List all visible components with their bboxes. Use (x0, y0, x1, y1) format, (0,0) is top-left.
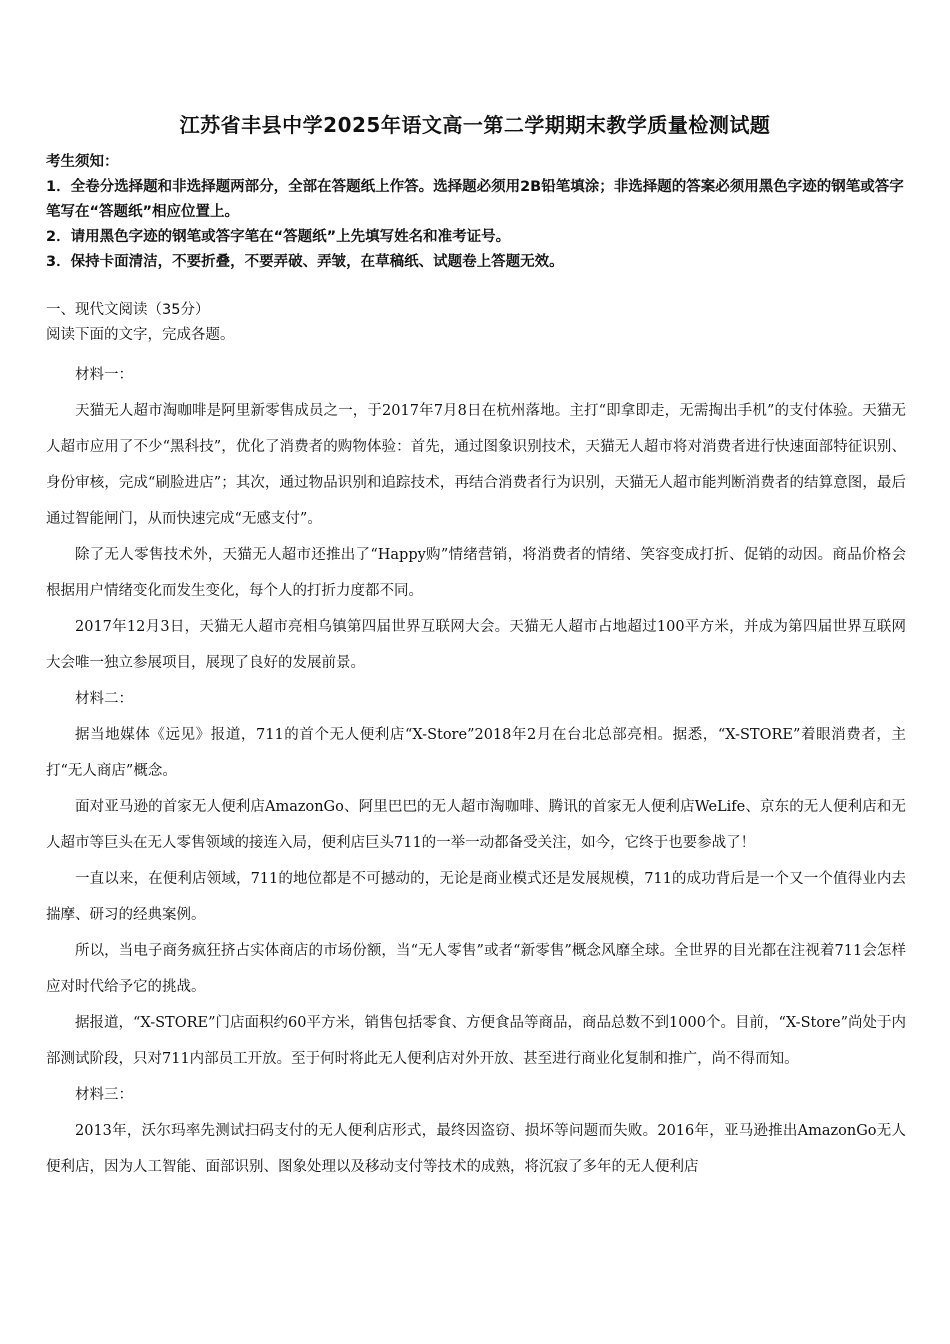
notice-item: 3．保持卡面清洁，不要折叠，不要弄破、弄皱，在草稿纸、试题卷上答题无效。 (46, 254, 564, 270)
notice-heading: 考生须知： (46, 154, 119, 170)
paragraph: 天猫无人超市淘咖啡是阿里新零售成员之一，于2017年7月8日在杭州落地。主打“即拿即走，无需掏出手机”的支付体验。天猫无人超市应用了不少“黑科技”，优化了消费者的购物体验：首先，通过图象识别技术，天猫无人超市将对消费者进行快速面部特征识别、身份审核，完成“刷脸进店”；其次，通过物品识别和追踪技术，再结合消费者行为识别，天猫无人超市能判断消费者的结算意图，最后通过智能闸门，从而快速完成“无感支付”。 (46, 403, 906, 527)
paragraph: 除了无人零售技术外，天猫无人超市还推出了“Happy购”情绪营销，将消费者的情绪、笑容变成打折、促销的动因。商品价格会根据用户情绪变化而发生变化，每个人的打折力度都不同。 (46, 547, 906, 599)
section-header (46, 298, 906, 348)
material-label: 材料三： (75, 1087, 133, 1103)
page-title: 江苏省丰县中学2025年语文高一第二学期期末教学质量检测试题 (179, 113, 771, 137)
paragraph: 2017年12月3日，天猫无人超市亮相乌镇第四届世界互联网大会。天猫无人超市占地超过100平方米，并成为第四届世界互联网大会唯一独立参展项目，展现了良好的发展前景。 (46, 619, 906, 671)
paragraph: 面对亚马逊的首家无人便利店AmazonGo、阿里巴巴的无人超市淘咖啡、腾讯的首家无人便利店WeLife、京东的无人便利店和无人超市等巨头在无人零售领域的接连入局，便利店巨头711的一举一动都备受关注，如今，它终于也要参战了！ (46, 799, 906, 851)
exam-notice (46, 150, 906, 275)
section-heading: 一、现代文阅读（35分） (46, 302, 210, 318)
paragraph: 据报道，“X-STORE”门店面积约60平方米，销售包括零食、方便食品等商品，商品总数不到1000个。目前，“X-Store”尚处于内部测试阶段，只对711内部员工开放。至于何时将此无人便利店对外开放、甚至进行商业化复制和推广，尚不得而知。 (46, 1015, 906, 1067)
material-label: 材料二： (75, 691, 133, 707)
paragraph: 一直以来，在便利店领域，711的地位都是不可撼动的，无论是商业模式还是发展规模，711的成功背后是一个又一个值得业内去揣摩、研习的经典案例。 (46, 871, 906, 923)
notice-item: 2．请用黑色字迹的钢笔或答字笔在“答题纸”上先填写姓名和准考证号。 (46, 229, 511, 245)
paragraph: 所以，当电子商务疯狂挤占实体商店的市场份额，当“无人零售”或者“新零售”概念风靡全球。全世界的目光都在注视着711会怎样应对时代给予它的挑战。 (46, 943, 906, 995)
paragraph: 据当地媒体《远见》报道，711的首个无人便利店“X-Store”2018年2月在台北总部亮相。据悉，“X-STORE”着眼消费者，主打“无人商店”概念。 (46, 727, 906, 779)
paragraph: 2013年，沃尔玛率先测试扫码支付的无人便利店形式，最终因盗窃、损坏等问题而失败。2016年，亚马逊推出AmazonGo无人便利店，因为人工智能、面部识别、图象处理以及移动支付等技术的成熟，将沉寂了多年的无人便利店 (46, 1123, 906, 1175)
section-instruction: 阅读下面的文字，完成各题。 (46, 327, 235, 343)
material-label: 材料一： (75, 367, 133, 383)
notice-item: 1．全卷分选择题和非选择题两部分，全部在答题纸上作答。选择题必须用2B铅笔填涂；非选择题的答案必须用黑色字迹的钢笔或答字笔写在“答题纸”相应位置上。 (46, 179, 904, 220)
reading-passage (46, 357, 906, 1185)
